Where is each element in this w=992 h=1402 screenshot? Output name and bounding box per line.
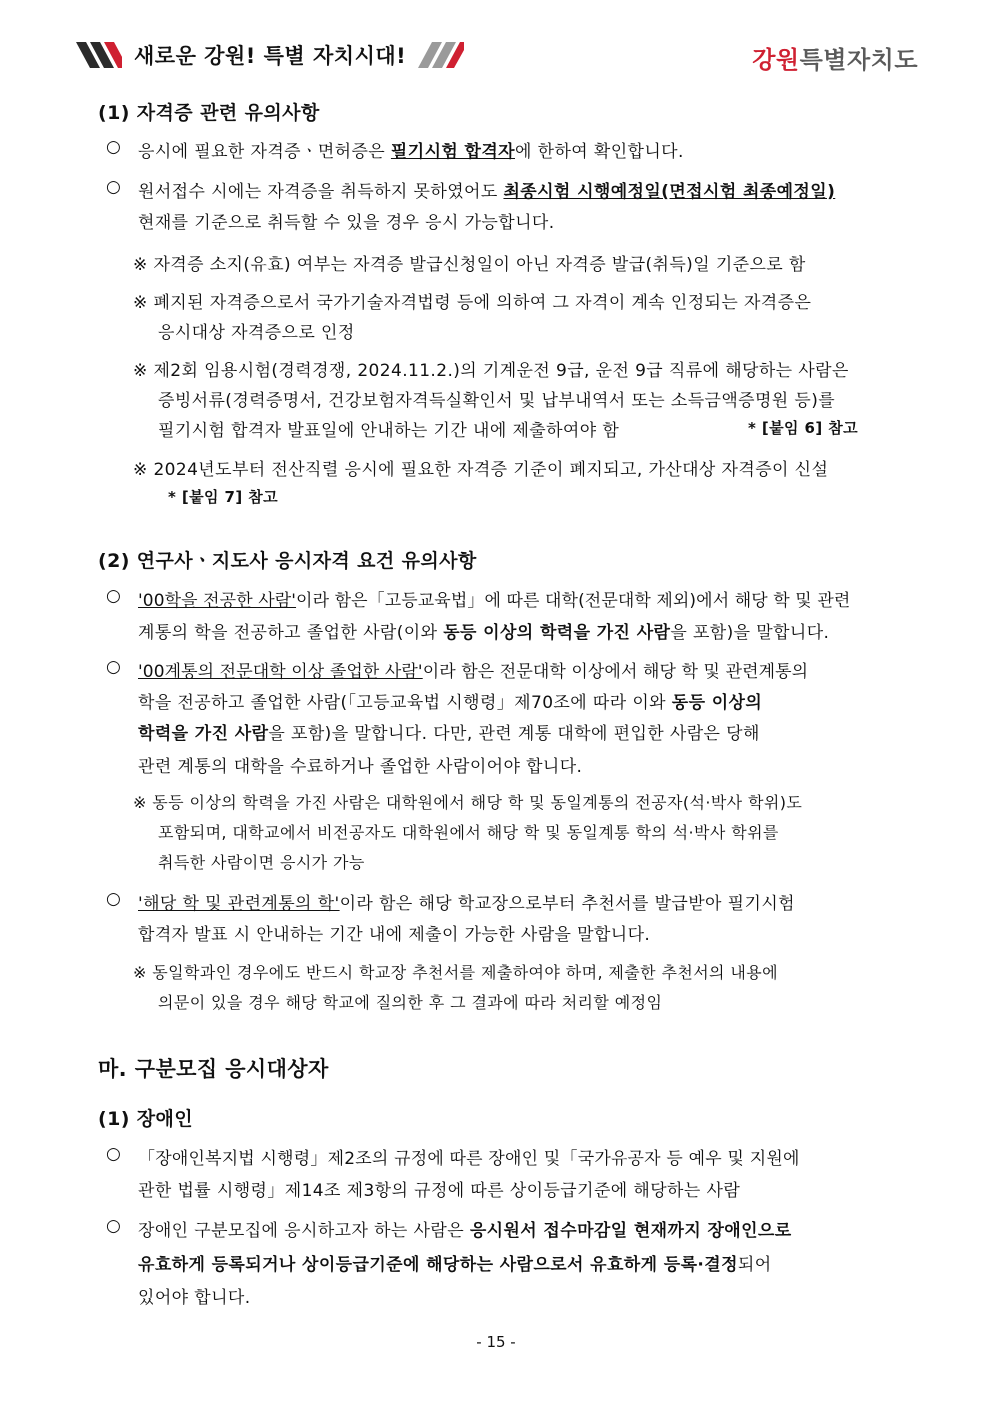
paragraph-line: 유효하게 등록되거나 상이등급기준에 해당하는 사람으로서 유효하게 등록·결정되어	[138, 1255, 772, 1275]
paragraph: 「장애인복지법 시행령」제2조의 규정에 따른 장애인 및「국가유공자 등 예우 및 지원에	[138, 1149, 800, 1169]
paragraph-line: 학을 전공하고 졸업한 사람(「고등교육법 시행령」제70조에 따라 이와 동등 이상의	[138, 693, 763, 713]
note: ※ 동일학과인 경우에도 반드시 학교장 추천서를 제출하여야 하며, 제출한 추천서의 내용에	[133, 963, 778, 982]
bullet-circle-icon: ○	[106, 586, 121, 606]
section-heading-certificates: (1) 자격증 관련 유의사항	[98, 102, 320, 124]
note-line: 증빙서류(경력증명서, 건강보험자격득실확인서 및 납부내역서 또는 소득금액증명원 등)를	[158, 391, 836, 411]
bullet-circle-icon: ○	[106, 657, 121, 677]
paragraph: '00학을 전공한 사람'이라 함은「고등교육법」에 따른 대학(전문대학 제외)에서 해당 학 및 관련	[138, 591, 851, 611]
attachment-reference: * [붙임 7] 참고	[168, 488, 279, 506]
paragraph: '해당 학 및 관련계통의 학'이라 함은 해당 학교장으로부터 추천서를 발급받아 필기시험	[138, 894, 795, 914]
section-heading-researcher: (2) 연구사ㆍ지도사 응시자격 요건 유의사항	[98, 550, 477, 572]
paragraph: 장애인 구분모집에 응시하고자 하는 사람은 응시원서 접수마감일 현재까지 장애인으로	[138, 1221, 792, 1241]
note: ※ 폐지된 자격증으로서 국가기술자격법령 등에 의하여 그 자격이 계속 인정되는 자격증은	[133, 293, 812, 313]
gangwon-logo	[752, 40, 918, 75]
paragraph-line: 합격자 발표 시 안내하는 기간 내에 제출이 가능한 사람을 말합니다.	[138, 925, 651, 945]
subsection-heading-disabled: (1) 장애인	[98, 1108, 194, 1130]
paragraph: 응시에 필요한 자격증ㆍ면허증은 필기시험 합격자에 한하여 확인합니다.	[138, 142, 684, 162]
bullet-circle-icon: ○	[106, 1144, 121, 1164]
note: ※ 자격증 소지(유효) 여부는 자격증 발급신청일이 아닌 자격증 발급(취득)일 기준으로 함	[133, 255, 806, 275]
note-line: 취득한 사람이면 응시가 가능	[158, 853, 365, 872]
page-header	[76, 38, 918, 78]
logo-part1: 강원	[752, 46, 800, 74]
paragraph: '00계통의 전문대학 이상 졸업한 사람'이라 함은 전문대학 이상에서 해당 학 및 관련계통의	[138, 662, 809, 682]
attachment-reference: * [붙임 6] 참고	[748, 419, 859, 437]
paragraph-line: 현재를 기준으로 취득할 수 있을 경우 응시 가능합니다.	[138, 213, 555, 233]
bullet-circle-icon: ○	[106, 137, 121, 157]
slash-stripes-right-icon	[418, 42, 464, 68]
bullet-circle-icon: ○	[106, 889, 121, 909]
note-line: 필기시험 합격자 발표일에 안내하는 기간 내에 제출하여야 함	[158, 421, 620, 441]
paragraph: 원서접수 시에는 자격증을 취득하지 못하였어도 최종시험 시행예정일(면접시험 최종예정일)	[138, 182, 836, 202]
note: ※ 동등 이상의 학력을 가진 사람은 대학원에서 해당 학 및 동일계통의 전공자(석·박사 학위)도	[133, 793, 803, 812]
paragraph-line: 관련 계통의 대학을 수료하거나 졸업한 사람이어야 합니다.	[138, 757, 583, 777]
note: ※ 제2회 임용시험(경력경쟁, 2024.11.2.)의 기계운전 9급, 운전 9급 직류에 해당하는 사람은	[133, 361, 849, 381]
paragraph-line: 학력을 가진 사람을 포함)을 말합니다. 다만, 관련 계통 대학에 편입한 사람은 당해	[138, 724, 760, 744]
header-slogan-group	[76, 40, 464, 70]
note-line: 응시대상 자격증으로 인정	[158, 323, 355, 343]
page-number: - 15 -	[476, 1333, 516, 1351]
note: ※ 2024년도부터 전산직렬 응시에 필요한 자격증 기준이 폐지되고, 가산대상 자격증이 신설	[133, 460, 829, 480]
paragraph-line: 있어야 합니다.	[138, 1288, 251, 1308]
note-line: 포함되며, 대학교에서 비전공자도 대학원에서 해당 학 및 동일계통 학의 석·박사 학위를	[158, 823, 779, 842]
slash-stripes-left-icon	[76, 42, 122, 68]
header-slogan: 새로운 강원! 특별 자치시대!	[134, 44, 407, 68]
bullet-circle-icon: ○	[106, 177, 121, 197]
bullet-circle-icon: ○	[106, 1216, 121, 1236]
section-heading-special-recruitment: 마. 구분모집 응시대상자	[98, 1057, 329, 1081]
paragraph-line: 관한 법률 시행령」제14조 제3항의 규정에 따른 상이등급기준에 해당하는 사람	[138, 1181, 741, 1201]
logo-part2: 특별자치도	[799, 46, 918, 74]
paragraph-line: 계통의 학을 전공하고 졸업한 사람(이와 동등 이상의 학력을 가진 사람을 포함)을 말합니다.	[138, 623, 830, 643]
note-line: 의문이 있을 경우 해당 학교에 질의한 후 그 결과에 따라 처리할 예정임	[158, 993, 663, 1012]
